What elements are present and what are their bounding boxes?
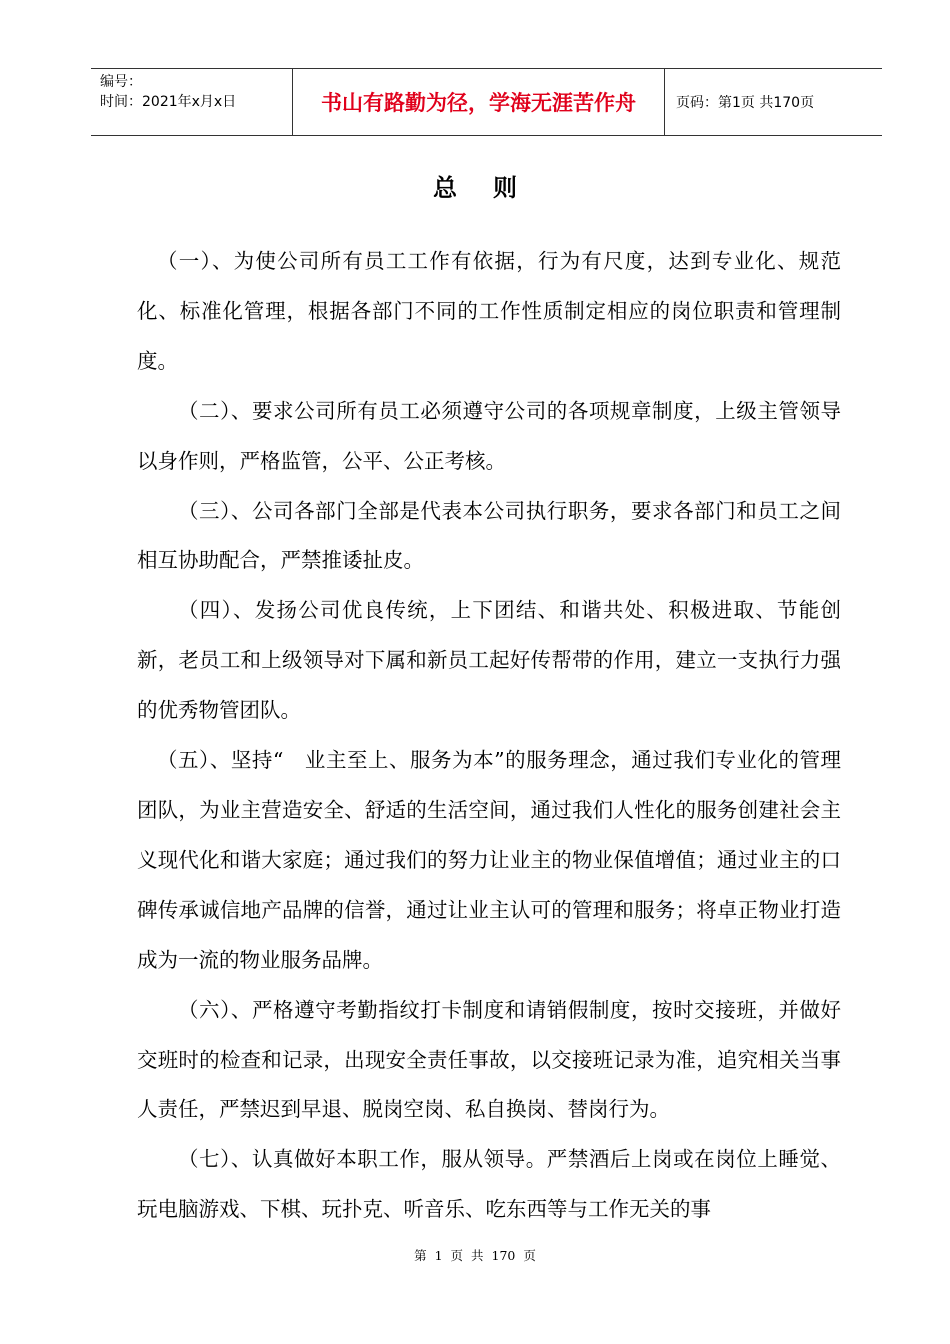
page-header bbox=[91, 68, 882, 136]
paragraph-7: （七）、认真做好本职工作，服从领导。严禁酒后上岗或在岗位上睡觉、玩电脑游戏、下棋、玩扑克、听音乐、吃东西等与工作无关的事 bbox=[137, 1147, 841, 1222]
header-meta bbox=[91, 69, 292, 135]
header-motto: 书山有路勤为径，学海无涯苦作舟 bbox=[292, 69, 665, 135]
number-label: 编号： bbox=[100, 74, 142, 90]
paragraph-2: （二）、要求公司所有员工必须遵守公司的各项规章制度，上级主管领导以身作则，严格监管，公平、公正考核。 bbox=[137, 398, 841, 473]
paragraph-3: （三）、公司各部门全部是代表本公司执行职务，要求各部门和员工之间相互协助配合，严禁推诿扯皮。 bbox=[137, 498, 841, 573]
paragraph-5: （五）、坚持“ 业主至上、服务为本”的服务理念，通过我们专业化的管理团队，为业主营造安全、舒适的生活空间，通过我们人性化的服务创建社会主义现代化和谐大家庭；通过我们的努力让业主的物业保值增值；通过业主的口碑传承诚信地产品牌的信誉，通过让业主认可的管理和服务；将卓正物业打造成为一流的物业服务品牌。 bbox=[137, 748, 841, 972]
paragraph-4: （四）、发扬公司优良传统，上下团结、和谐共处、积极进取、节能创新，老员工和上级领导对下属和新员工起好传帮带的作用，建立一支执行力强的优秀物管团队。 bbox=[137, 598, 841, 723]
document-title: 总则 bbox=[433, 174, 553, 202]
paragraph-1: （一）、为使公司所有员工工作有依据，行为有尺度，达到专业化、规范化、标准化管理，根据各部门不同的工作性质制定相应的岗位职责和管理制度。 bbox=[137, 249, 841, 373]
header-page-label: 页码：第1页 共170页 bbox=[676, 95, 815, 111]
time-label: 时间：2021年x月x日 bbox=[100, 94, 237, 110]
paragraph-6: （六）、严格遵守考勤指纹打卡制度和请销假制度，按时交接班，并做好交班时的检查和记录，出现安全责任事故，以交接班记录为准，追究相关当事人责任，严禁迟到早退、脱岗空岗、私自换岗、替岗行为。 bbox=[137, 997, 841, 1122]
page-footer: 第 1 页 共 170 页 bbox=[414, 1248, 536, 1263]
document-body bbox=[137, 237, 841, 1235]
